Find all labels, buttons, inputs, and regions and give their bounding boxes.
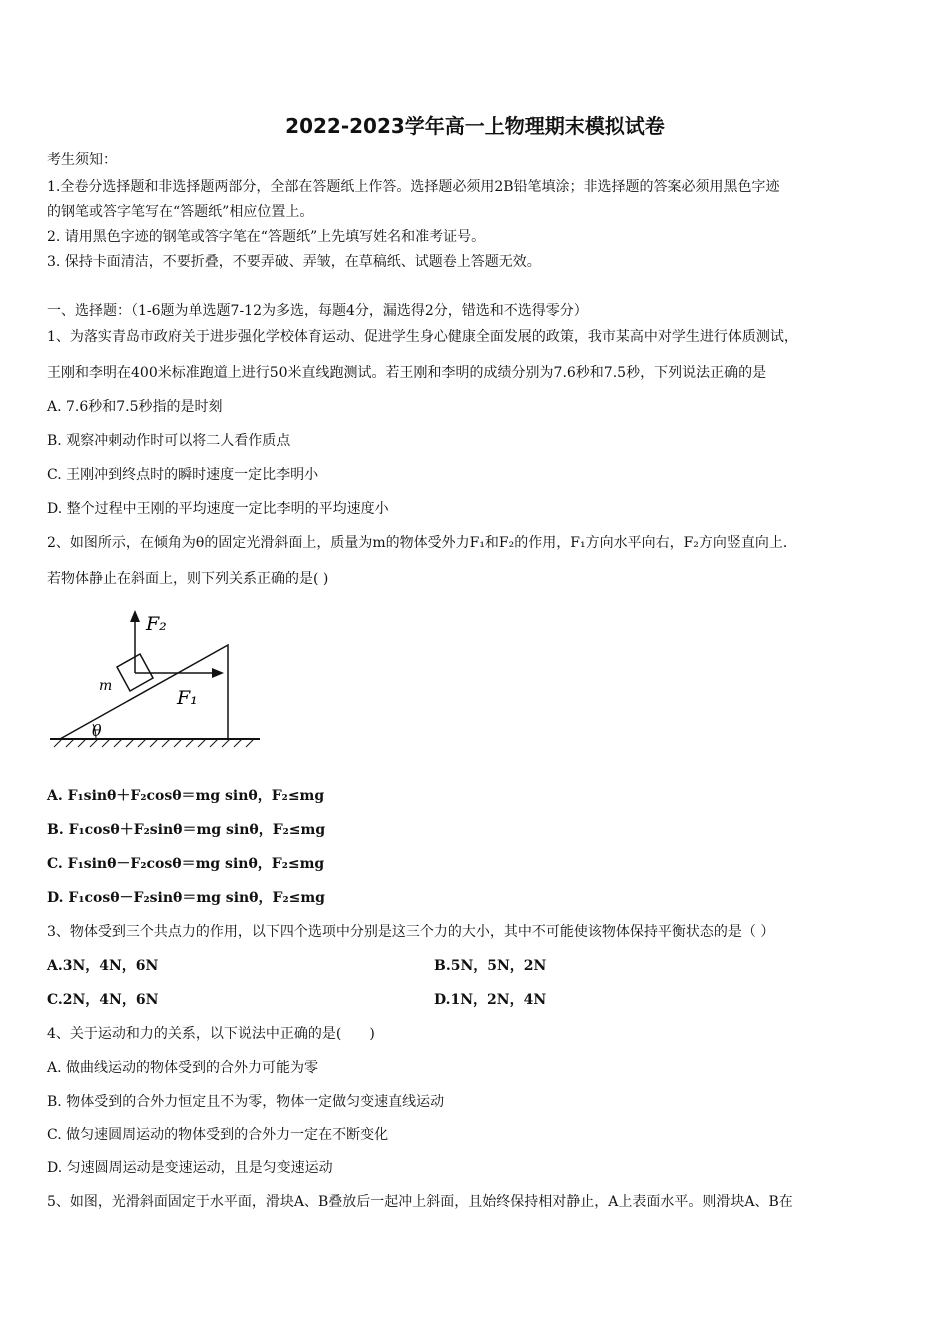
incline-figure: [44, 598, 274, 758]
option: A. 做曲线运动的物体受到的合外力可能为零: [47, 1060, 319, 1076]
notice-item: 的钢笔或答字笔写在“答题纸”相应位置上。: [47, 204, 314, 220]
question-stem: 若物体静止在斜面上，则下列关系正确的是( ): [47, 571, 329, 587]
option: A. F₁sinθ＋F₂cosθ＝mg sinθ，F₂≤mg: [47, 788, 325, 804]
option: C. 做匀速圆周运动的物体受到的合外力一定在不断变化: [47, 1127, 389, 1143]
option: C. F₁sinθ－F₂cosθ＝mg sinθ，F₂≤mg: [47, 856, 325, 872]
option: D. 整个过程中王刚的平均速度一定比李明的平均速度小: [47, 501, 389, 517]
option: A.3N，4N，6N: [47, 958, 159, 974]
question-stem: 王刚和李明在400米标准跑道上进行50米直线跑测试。若王刚和李明的成绩分别为7.6秒和7.5秒，下列说法正确的是: [47, 365, 767, 381]
question-stem: 1、为落实青岛市政府关于进步强化学校体育运动、促进学生身心健康全面发展的政策，我市某高中对学生进行体质测试，: [47, 329, 798, 345]
option: D.1N，2N，4N: [434, 992, 547, 1008]
option: A. 7.6秒和7.5秒指的是时刻: [47, 399, 223, 415]
option: B. 观察冲刺动作时可以将二人看作质点: [47, 433, 291, 449]
angle-label: θ: [92, 721, 102, 740]
f1-label: F₁: [177, 687, 198, 709]
option: B.5N，5N，2N: [434, 958, 547, 974]
notice-item: 3. 保持卡面清洁，不要折叠，不要弄破、弄皱，在草稿纸、试题卷上答题无效。: [47, 254, 541, 270]
question-stem: 3、物体受到三个共点力的作用，以下四个选项中分别是这三个力的大小，其中不可能使该物体保持平衡状态的是（ ）: [47, 924, 775, 940]
question-stem: 2、如图所示，在倾角为θ的固定光滑斜面上，质量为m的物体受外力F₁和F₂的作用，F₁方向水平向右，F₂方向竖直向上．: [47, 535, 797, 551]
notice-item: 2. 请用黑色字迹的钢笔或答字笔在“答题纸”上先填写姓名和准考证号。: [47, 229, 486, 245]
option: C. 王刚冲到终点时的瞬时速度一定比李明小: [47, 467, 319, 483]
option: B. 物体受到的合外力恒定且不为零，物体一定做匀变速直线运动: [47, 1094, 445, 1110]
question-stem: 4、关于运动和力的关系，以下说法中正确的是( ): [47, 1026, 375, 1042]
f2-label: F₂: [146, 613, 167, 635]
question-stem: 5、如图，光滑斜面固定于水平面，滑块A、B叠放后一起冲上斜面，且始终保持相对静止，A上表面水平。则滑块A、B在: [47, 1194, 793, 1210]
option: B. F₁cosθ＋F₂sinθ＝mg sinθ，F₂≤mg: [47, 822, 326, 838]
option: D. 匀速圆周运动是变速运动，且是匀变速运动: [47, 1160, 333, 1176]
page-title: 2022-2023学年高一上物理期末模拟试卷: [285, 114, 665, 138]
notice-item: 1.全卷分选择题和非选择题两部分，全部在答题纸上作答。选择题必须用2B铅笔填涂；非选择题的答案必须用黑色字迹: [47, 179, 780, 195]
section-heading: 一、选择题：（1-6题为单选题7-12为多选，每题4分，漏选得2分，错选和不选得零分）: [47, 303, 588, 319]
mass-label: m: [99, 678, 113, 694]
notice-heading: 考生须知：: [47, 152, 117, 168]
option: D. F₁cosθ－F₂sinθ＝mg sinθ，F₂≤mg: [47, 890, 325, 906]
option: C.2N，4N，6N: [47, 992, 159, 1008]
